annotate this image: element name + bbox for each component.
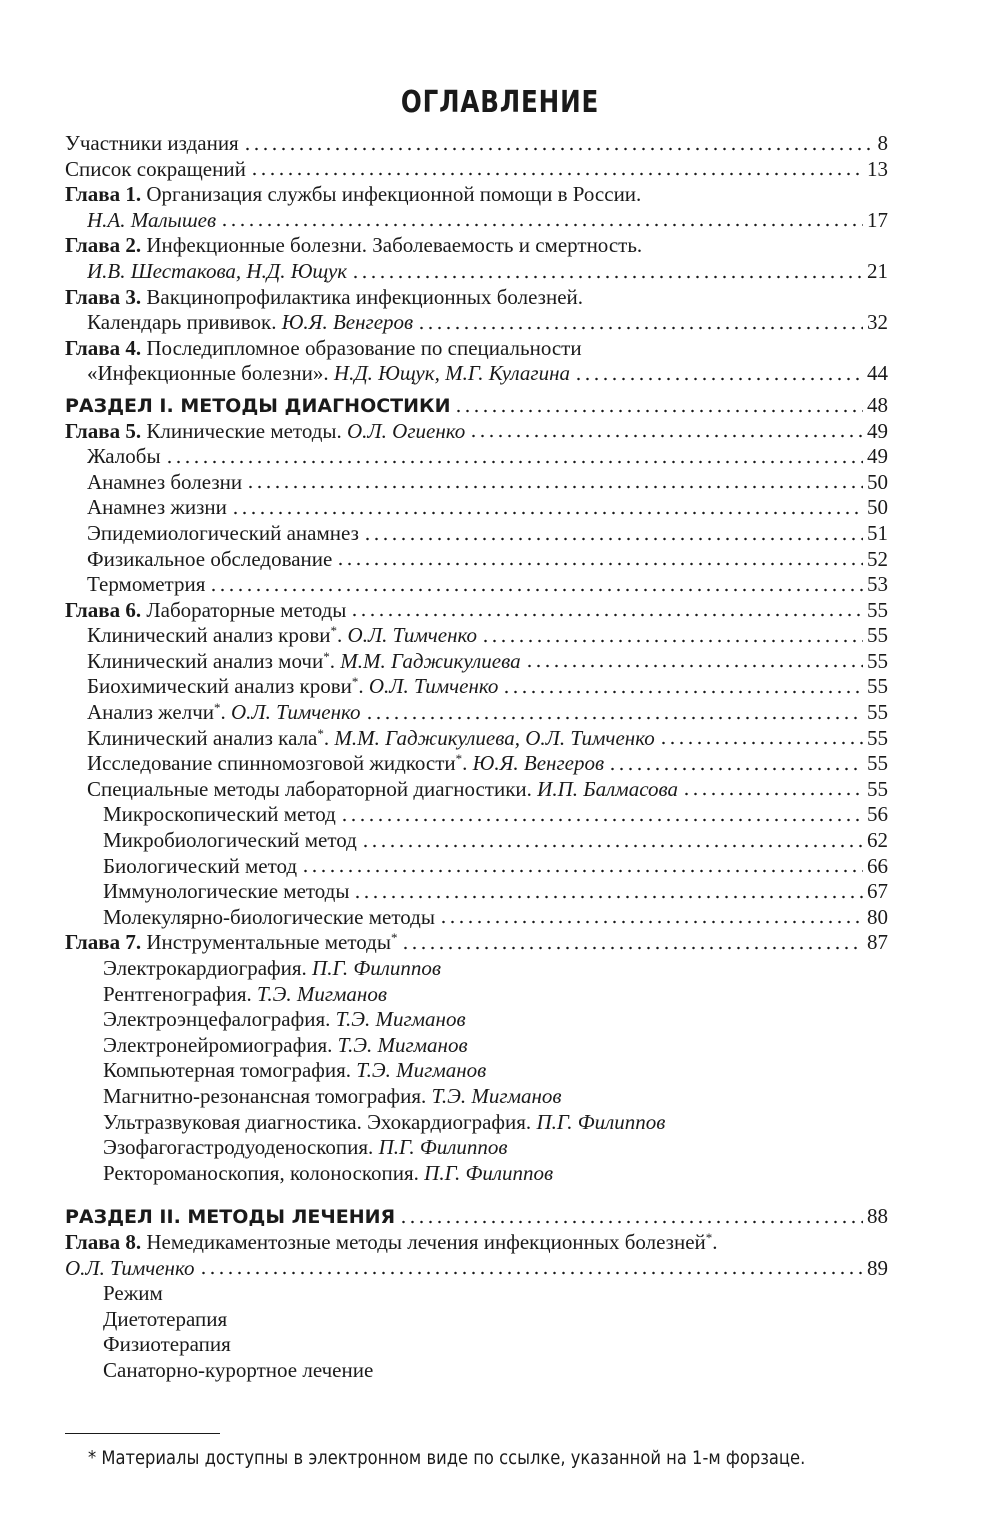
dot-leader (454, 395, 863, 413)
dot-leader (417, 312, 863, 330)
page-number: 17 (867, 207, 888, 232)
page-number: 49 (867, 418, 888, 443)
footnote-mark: * (351, 674, 359, 690)
toc-entry (65, 157, 888, 183)
page-number: 50 (867, 495, 888, 520)
entry-text: Эзофагогастродуоденоскопия. (103, 1135, 379, 1160)
entry-author: И.П. Балмасова (537, 776, 678, 801)
entry-text: Ультразвуковая диагностика. Эхокардиография. (103, 1109, 537, 1134)
page-number: 55 (867, 700, 888, 725)
footnote-mark: * (455, 751, 463, 767)
dot-leader (481, 625, 863, 643)
toc-entry (65, 470, 888, 496)
toc-entry (65, 802, 888, 828)
dot-leader (502, 676, 863, 694)
entry-author: О.Л. Тимченко (368, 674, 499, 699)
toc-entry (65, 598, 888, 624)
toc-entry (65, 419, 888, 445)
toc-entry (65, 1256, 888, 1282)
section-title: РАЗДЕЛ I. МЕТОДЫ ДИАГНОСТИКИ (65, 394, 451, 417)
entry-text: Электроэнцефалография. (103, 1007, 336, 1032)
dot-leader (340, 804, 863, 822)
entry-author: Т.Э. Мигманов (431, 1083, 562, 1108)
entry-text: Лабораторные методы (141, 597, 347, 622)
footnote-mark: * (390, 930, 398, 946)
entry-text: Ректороманоскопия, колоноскопия. (103, 1160, 425, 1185)
section-title: РАЗДЕЛ II. МЕТОДЫ ЛЕЧЕНИЯ (65, 1206, 396, 1229)
entry-text: Жалобы (87, 444, 161, 469)
entry-author: П.Г. Филиппов (424, 1160, 554, 1185)
entry-text: Список сокращений (65, 156, 246, 181)
entry-text: Вакцинопрофилактика инфекционных болезней. (141, 284, 584, 309)
toc-entry (65, 649, 888, 675)
dot-leader (353, 881, 863, 899)
page-number: 21 (867, 258, 888, 283)
page-number: 55 (867, 776, 888, 801)
entry-author: П.Г. Филиппов (378, 1135, 508, 1160)
entry-text: Немедикаментозные методы лечения инфекционных болезней (141, 1229, 706, 1254)
toc-entry (65, 726, 888, 752)
page-number: 55 (867, 725, 888, 750)
entry-author: Т.Э. Мигманов (335, 1007, 466, 1032)
toc-entry (65, 700, 888, 726)
dot-leader (231, 497, 863, 515)
entry-author: Н.А. Малышев (87, 207, 217, 232)
page-number: 80 (867, 904, 888, 929)
dot-leader (243, 133, 874, 151)
footnote-mark: * (330, 623, 338, 639)
toc-entry (65, 1058, 888, 1084)
entry-text: Анализ желчи (87, 700, 215, 725)
dot-leader (336, 548, 863, 566)
entry-text: Инфекционные болезни. Заболеваемость и смертность. (141, 233, 643, 258)
toc-entry (65, 131, 888, 157)
entry-text: Клинический анализ крови (87, 623, 331, 648)
page-number: 55 (867, 597, 888, 622)
entry-text: Клинический анализ мочи (87, 648, 324, 673)
dot-leader (608, 753, 863, 771)
toc-entry (65, 956, 888, 982)
toc-entry (65, 777, 888, 803)
entry-author: О.Л. Тимченко (347, 623, 478, 648)
toc-entry (65, 879, 888, 905)
page-number: 55 (867, 623, 888, 648)
toc-entry (65, 572, 888, 598)
entry-text: Электронейромиография. (103, 1032, 338, 1057)
toc-entry (65, 828, 888, 854)
entry-text: Магнитно-резонансная томография. (103, 1083, 432, 1108)
page-number: 55 (867, 751, 888, 776)
dot-leader (250, 158, 863, 176)
toc-entry (65, 361, 888, 387)
entry-text: Молекулярно-биологические методы (103, 904, 435, 929)
dot-leader (525, 650, 863, 668)
page-number: 88 (867, 1204, 888, 1229)
entry-punct: . (329, 648, 341, 673)
entry-author: Т.Э. Мигманов (337, 1032, 468, 1057)
dot-leader (401, 932, 863, 950)
dot-leader (469, 420, 863, 438)
toc-entry (65, 1358, 888, 1384)
dot-leader (165, 446, 863, 464)
toc-entry (65, 521, 888, 547)
toc-entry (65, 1307, 888, 1333)
entry-author: Ю.Я. Венгеров (281, 310, 414, 335)
page-number: 32 (867, 310, 888, 335)
dot-leader (574, 363, 863, 381)
entry-author: Т.Э. Мигманов (356, 1058, 487, 1083)
toc-entry (65, 1110, 888, 1136)
footnote-mark: * (705, 1229, 713, 1245)
entry-author: Н.Д. Ющук, М.Г. Кулагина (333, 361, 571, 386)
footnote-mark: * (323, 648, 330, 664)
footnote-divider (65, 1433, 220, 1434)
chapter-label: Глава 3. (65, 284, 142, 309)
entry-text: Анамнез жизни (87, 495, 227, 520)
chapter-label: Глава 8. (65, 1229, 142, 1254)
dot-leader (351, 261, 863, 279)
footnote-mark: * (214, 700, 221, 716)
entry-text: Календарь прививок. (87, 310, 282, 335)
entry-text: Биологический метод (103, 853, 298, 878)
page-number: 67 (867, 879, 888, 904)
dot-leader (682, 778, 863, 796)
toc-entry (65, 1281, 888, 1307)
entry-text: Эпидемиологический анамнез (87, 520, 359, 545)
entry-text: Участники издания (65, 131, 239, 155)
entry-text: Диетотерапия (103, 1306, 228, 1331)
chapter-label: Глава 4. (65, 335, 142, 360)
toc-entry (65, 854, 888, 880)
toc-entry (65, 1007, 888, 1033)
entry-punct: . (337, 623, 348, 648)
toc-entry (65, 444, 888, 470)
dot-leader (399, 1206, 863, 1224)
page-number: 56 (867, 802, 888, 827)
footnote: * Материалы доступны в электронном виде по ссылке, указанной на 1-м форзаце. (88, 1447, 806, 1469)
entry-text: Инструментальные методы (141, 930, 391, 955)
entry-text: Исследование спинномозговой жидкости (87, 751, 456, 776)
table-of-contents (65, 131, 888, 1384)
dot-leader (209, 574, 863, 592)
entry-text: Санаторно-курортное лечение (103, 1357, 374, 1382)
entry-punct: . (462, 751, 473, 776)
dot-leader (246, 471, 863, 489)
entry-text: Анамнез болезни (87, 469, 243, 494)
entry-text: Режим (103, 1281, 163, 1306)
toc-entry (65, 259, 888, 285)
entry-text: Рентгенография. (103, 981, 257, 1006)
toc-entry (65, 623, 888, 649)
entry-text: Организация службы инфекционной помощи в России. (141, 182, 642, 207)
entry-author: И.В. Шестакова, Н.Д. Ющук (87, 258, 348, 283)
toc-entry (65, 1332, 888, 1358)
dot-leader (301, 855, 863, 873)
entry-text: Биохимический анализ крови (87, 674, 352, 699)
toc-entry (65, 285, 888, 311)
entry-text: Электрокардиография. (103, 956, 313, 980)
toc-section-entry (65, 393, 888, 419)
toc-entry (65, 233, 888, 259)
entry-text: Последипломное образование по специальности (141, 335, 582, 360)
footnote-mark: * (317, 725, 324, 741)
toc-entry (65, 905, 888, 931)
toc-entry (65, 336, 888, 362)
page-title: ОГЛАВЛЕНИЕ (400, 85, 600, 120)
chapter-label: Глава 1. (65, 182, 142, 207)
toc-section-entry (65, 1204, 888, 1230)
page-number: 55 (867, 648, 888, 673)
chapter-label: Глава 2. (65, 233, 142, 258)
toc-entry (65, 495, 888, 521)
entry-text: Специальные методы лабораторной диагностики. (87, 776, 538, 801)
entry-text: Микробиологический метод (103, 828, 357, 853)
toc-entry (65, 310, 888, 336)
entry-author: Ю.Я. Венгеров (472, 751, 605, 776)
chapter-label: Глава 7. (65, 930, 142, 955)
dot-leader (659, 727, 863, 745)
entry-author: М.М. Гаджикулиева (340, 648, 521, 673)
toc-entry (65, 208, 888, 234)
dot-leader (439, 906, 863, 924)
chapter-label: Глава 6. (65, 597, 142, 622)
page-number: 55 (867, 674, 888, 699)
page-number: 52 (867, 546, 888, 571)
dot-leader (220, 209, 863, 227)
entry-punct: . (358, 674, 369, 699)
page-number: 62 (867, 828, 888, 853)
entry-author: М.М. Гаджикулиева, О.Л. Тимченко (334, 725, 655, 750)
entry-text: Физиотерапия (103, 1332, 231, 1357)
toc-entry (65, 674, 888, 700)
toc-entry (65, 982, 888, 1008)
chapter-label: Глава 5. (65, 418, 142, 443)
page-number: 89 (867, 1255, 888, 1280)
dot-leader (199, 1257, 864, 1275)
page-number: 8 (877, 131, 888, 155)
page-number: 87 (867, 930, 888, 955)
entry-author: О.Л. Тимченко (65, 1255, 195, 1280)
page-number: 66 (867, 853, 888, 878)
page-number: 50 (867, 469, 888, 494)
entry-text: Иммунологические методы (103, 879, 350, 904)
entry-author: Т.Э. Мигманов (256, 981, 387, 1006)
entry-text: Клинические методы. (141, 418, 348, 443)
toc-entry (65, 182, 888, 208)
dot-leader (365, 702, 863, 720)
entry-punct: . (712, 1229, 718, 1254)
toc-entry (65, 1084, 888, 1110)
page-number: 48 (867, 392, 888, 417)
entry-text: «Инфекционные болезни». (87, 361, 334, 386)
entry-text: Термометрия (87, 572, 206, 597)
entry-text: Микроскопический метод (103, 802, 336, 827)
toc-entry (65, 1230, 888, 1256)
entry-punct: . (220, 700, 232, 725)
entry-text: Физикальное обследование (87, 546, 333, 571)
toc-entry (65, 1033, 888, 1059)
dot-leader (350, 599, 863, 617)
entry-author: О.Л. Огиенко (347, 418, 466, 443)
page-number: 53 (867, 572, 888, 597)
page-number: 51 (867, 520, 888, 545)
toc-entry (65, 1161, 888, 1187)
entry-author: П.Г. Филиппов (536, 1109, 666, 1134)
toc-entry (65, 930, 888, 956)
entry-text: Клинический анализ кала (87, 725, 318, 750)
page-number: 13 (867, 156, 888, 181)
toc-entry (65, 751, 888, 777)
entry-punct: . (323, 725, 335, 750)
dot-leader (361, 830, 863, 848)
entry-text: Компьютерная томография. (103, 1058, 357, 1083)
page-number: 49 (867, 444, 888, 469)
toc-entry (65, 547, 888, 573)
page-number: 44 (867, 361, 888, 386)
dot-leader (363, 523, 863, 541)
entry-author: П.Г. Филиппов (312, 956, 441, 980)
entry-author: О.Л. Тимченко (231, 700, 361, 725)
toc-entry (65, 1135, 888, 1161)
